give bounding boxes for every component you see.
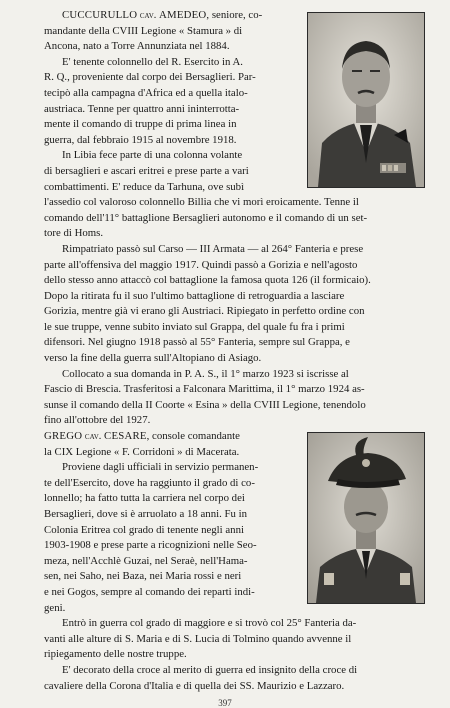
entry-surname: GREGO [44, 430, 83, 442]
text-line: sunse il comando della II Coorte « Esina » della CVIII Legione, tenendolo [44, 398, 366, 411]
page-number: 397 [218, 698, 232, 708]
entry-title: cav. [139, 10, 157, 21]
text-line: E' tenente colonnello del R. Esercito in A. [62, 55, 243, 68]
text-line: fino all'ottobre del 1927. [44, 414, 151, 427]
text-line: 1903-1908 e prese parte a ricognizioni nelle Seo- [44, 539, 257, 552]
text-line: geni. [44, 601, 66, 614]
text-line: E' decorato della croce al merito di guerra ed insignito della croce di [62, 663, 358, 676]
text-line: tecipò alla campagna d'Africa ed a quella italo- [44, 86, 248, 99]
text-line: tore di Homs. [44, 227, 104, 240]
text-line: combattimenti. E' reduce da Tarhuna, ove subì [44, 180, 245, 193]
text-line: vanti alle alture di S. Maria e di S. Lucia di Tolmino quando avvenne il [44, 632, 352, 645]
text-line: , seniore, co- [206, 9, 263, 21]
text-line: ripiegamento delle nostre truppe. [44, 648, 187, 661]
text-line: Bersaglieri, dove si è arruolato a 18 anni. Fu in [44, 507, 247, 520]
text-line: e nei Gogos, sempre al comando dei reparti indi- [44, 585, 255, 598]
text-line: verso la fine della guerra sull'Altopiano di Asiago. [44, 352, 262, 365]
entry-title: cav. [84, 431, 102, 442]
text-line: di bersaglieri e ascari eritrei e prese parte a vari [44, 164, 249, 177]
text-line: R. Q., proveniente dal corpo dei Bersaglieri. Par- [44, 71, 256, 84]
text-line: te dell'Esercito, dove ha raggiunto il grado di co- [44, 476, 255, 489]
text-line: mente il comando di truppe di prima linea in [44, 118, 237, 131]
text-line: , console comandante [146, 430, 240, 442]
portrait-image [308, 13, 424, 187]
portrait-image [308, 433, 424, 603]
text-line: cavaliere della Corona d'Italia e di quella dei SS. Maurizio e Lazzaro. [44, 679, 345, 692]
text-line: Ancona, nato a Torre Annunziata nel 1884. [44, 40, 230, 53]
entry-heading-line [44, 8, 301, 24]
text-line: lonnello; ha fatto tutta la carriera nel corpo dei [44, 492, 245, 505]
text-line: Dopo la ritirata fu il suo l'ultimo battaglione di retroguardia a lasciare [44, 289, 345, 302]
text-line: Proviene dagli ufficiali in servizio permanen- [62, 461, 259, 474]
text-line: meza, nell'Acchlè Guzai, nel Seraè, nell'Hama- [44, 554, 248, 567]
text-line: sen, nei Saho, nei Baza, nei Maria rossi e neri [44, 570, 242, 583]
entry-heading-line [44, 429, 301, 445]
text-line: dello stesso anno attaccò col battaglione la famosa quota 126 (il formicaio). [44, 274, 371, 287]
text-line: comando dell'11° battaglione Bersaglieri autonomo e il comando di un set- [44, 211, 368, 224]
entry-given-name: CESARE [104, 430, 147, 442]
text-line: parte all'offensiva del maggio 1917. Quindi passò a Gorizia e nell'agosto [44, 258, 358, 271]
text-line: Gorizia, mentre già vi erano gli Austriaci. Ripiegato in perfetto ordine con [44, 305, 365, 318]
text-line: mandante della CVIII Legione « Stamura » di [44, 24, 243, 37]
text-line: Colonia Eritrea col grado di tenente negli anni [44, 523, 244, 536]
text-line: Rimpatriato passò sul Carso — III Armata — al 264° Fanteria e prese [62, 242, 364, 255]
text-line: austriaca. Tenne per quattro anni ininterrotta- [44, 102, 240, 115]
text-line: Fascio di Brescia. Trasferitosi a Falconara Marittima, il 1° marzo 1924 as- [44, 383, 365, 396]
entry-given-name: AMEDEO [159, 9, 207, 21]
text-line: guerra, dal febbraio 1915 al novembre 1918. [44, 133, 237, 146]
text-line: la CIX Legione « F. Corridoni » di Macerata. [44, 445, 240, 458]
portrait-photo-cuccurullo [307, 12, 425, 188]
text-line: Collocato a sua domanda in P. A. S., il 1° marzo 1923 si iscrisse al [62, 367, 349, 380]
portrait-photo-grego [307, 432, 425, 604]
text-line: le sue truppe, venne subito inviato sul Grappa, del quale fu fra i primi [44, 320, 345, 333]
text-line: l'assedio col valoroso colonnello Billia che vi morì eroicamente. Tenne il [44, 196, 359, 209]
entry-surname: CUCCURULLO [62, 9, 138, 21]
text-line: In Libia fece parte di una colonna volante [62, 149, 243, 162]
text-line: Entrò in guerra col grado di maggiore e si trovò col 25° Fanteria da- [62, 617, 357, 630]
text-line: difensori. Nel giugno 1918 passò al 55° Fanteria, sempre sul Grappa, e [44, 336, 350, 349]
